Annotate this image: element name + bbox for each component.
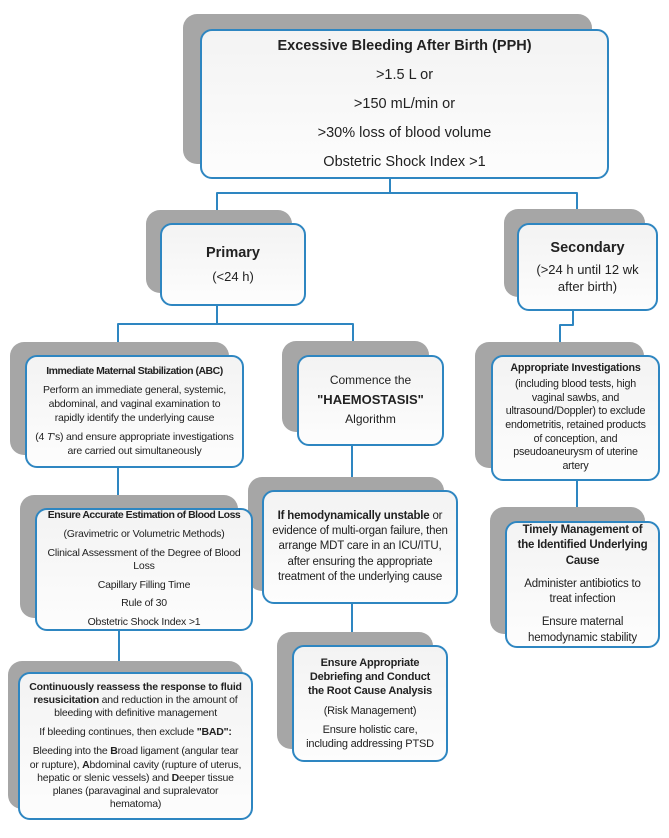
estimation-item: Rule of 30 [121, 597, 167, 610]
root-line: >1.5 L or [375, 66, 434, 83]
investigations-body: (including blood tests, high vaginal sawbs, and ultrasound/Doppler) to exclude endometritis, retained products of conception, and pseudoaneurysm of uterine artery [505, 377, 646, 473]
timely-title: Timely Management of the Identified Underlying Cause [517, 524, 648, 567]
secondary-subtitle: (>24 h until 12 wk after birth) [536, 262, 639, 294]
estimation-item: Clinical Assessment of the Degree of Blood Loss [47, 546, 241, 573]
primary-title: Primary [205, 244, 260, 261]
reassess-paragraph: If bleeding continues, then exclude "BAD": [39, 726, 232, 739]
node-pph-root [200, 29, 609, 179]
root-line: >150 mL/min or [353, 95, 456, 112]
node-primary [160, 223, 306, 306]
estimation-title: Ensure Accurate Estimation of Blood Loss [47, 509, 241, 522]
debriefing-paragraph: Ensure holistic care, including addressing PTSD [306, 723, 434, 751]
investigations-title: Appropriate Investigations [510, 362, 641, 375]
node-secondary [517, 223, 658, 311]
node-timely [505, 521, 660, 648]
connector-root-to-primary-secondary [217, 179, 577, 210]
node-haemostasis [297, 355, 444, 446]
estimation-item: (Gravimetric or Volumetric Methods) [63, 527, 225, 540]
estimation-item: Obstetric Shock Index >1 [87, 616, 201, 629]
unstable-paragraph: If hemodynamically unstable or evidence of multi-organ failure, then arrange MDT care in an ICU/ITU, after ensuring the appropriate treatment of the underlying cause [272, 509, 448, 583]
debriefing-title: Ensure Appropriate Debriefing and Conduct the Root Cause Analysis [308, 656, 432, 698]
root-line: Obstetric Shock Index >1 [323, 154, 486, 171]
node-estimation [35, 508, 253, 631]
timely-paragraph: Ensure maternal hemodynamic stability [528, 616, 637, 644]
node-unstable [262, 490, 458, 604]
estimation-item: Capillary Filling Time [97, 578, 191, 591]
root-title: Excessive Bleeding After Birth (PPH) [277, 37, 532, 54]
timely-paragraph: Administer antibiotics to treat infection [524, 577, 641, 606]
stabilization-title: Immediate Maternal Stabilization (ABC) [46, 364, 223, 377]
reassess-paragraph: Continuously reassess the response to fluid resusicitation and reduction in the amount of bleeding with definitive management [29, 680, 242, 719]
secondary-title: Secondary [550, 240, 625, 257]
stabilization-paragraph: (4 T's) and ensure appropriate investigations are carried out simultaneously [35, 431, 234, 457]
debriefing-paragraph: (Risk Management) [323, 704, 417, 717]
node-debriefing [292, 645, 448, 762]
node-reassess [18, 672, 253, 820]
haemostasis-line: Algorithm [345, 411, 396, 426]
stabilization-paragraph: Perform an immediate general, systemic, abdominal, and vaginal examination to rapidly identify the underlying cause [42, 384, 227, 424]
node-stabilization [25, 355, 244, 468]
node-investigations [491, 355, 660, 481]
haemostasis-line: "HAEMOSTASIS" [317, 392, 424, 408]
primary-subtitle: (<24 h) [212, 268, 254, 284]
reassess-paragraph: Bleeding into the Broad ligament (angular tear or rupture), Abdominal cavity (rupture of uterus, hepatic or slenic vessels) and Deeper tissue planes (paravaginal and supralevator hematoma) [29, 745, 242, 811]
haemostasis-line: Commence the [329, 373, 412, 388]
connector-primary-to-children [118, 305, 353, 342]
root-line: >30% loss of blood volume [317, 125, 492, 142]
connector-secondary-to-investigations [560, 310, 573, 343]
